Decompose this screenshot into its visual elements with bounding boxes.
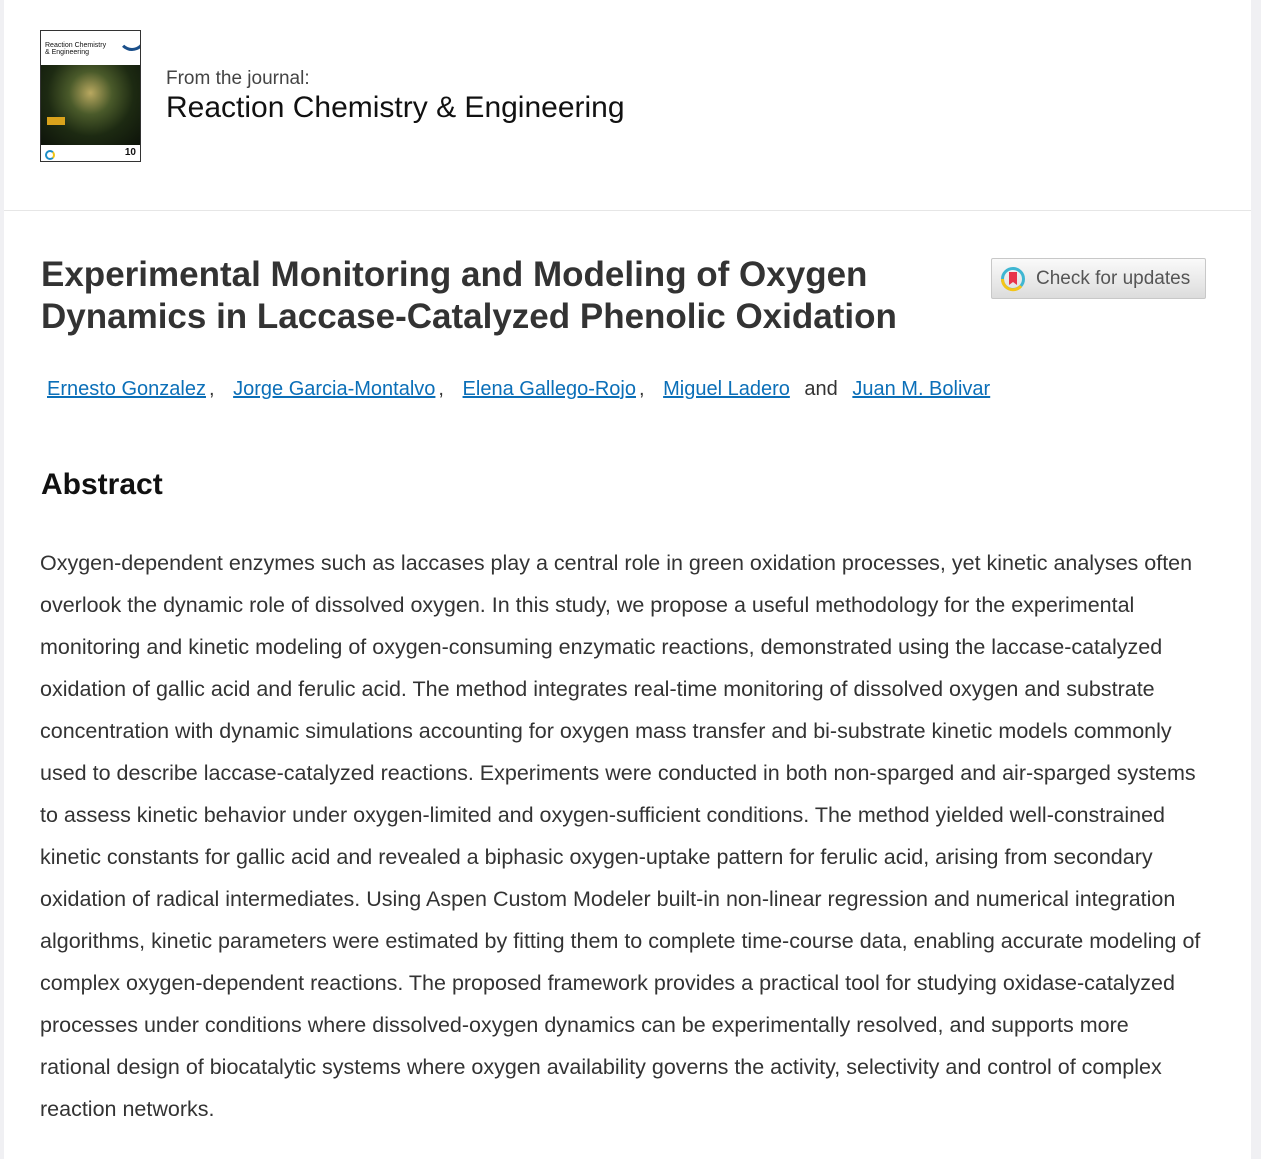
cover-title: Reaction Chemistry & Engineering xyxy=(45,42,107,56)
author-link[interactable]: Juan M. Bolivar xyxy=(852,378,991,400)
cover-artwork xyxy=(41,65,140,145)
rsc-logo-icon xyxy=(45,150,55,160)
author-link[interactable]: Elena Gallego-Rojo xyxy=(462,378,636,400)
crossmark-icon xyxy=(1000,266,1026,292)
author-link[interactable]: Ernesto Gonzalez xyxy=(47,378,206,400)
check-for-updates-button[interactable] xyxy=(991,258,1206,299)
journal-name[interactable]: Reaction Chemistry & Engineering xyxy=(166,91,625,124)
author-and: and xyxy=(804,378,838,400)
page xyxy=(4,0,1251,1159)
from-journal-label: From the journal: xyxy=(166,68,310,89)
check-for-updates-label: Check for updates xyxy=(1036,267,1191,289)
cover-badge: 10 xyxy=(124,147,136,158)
article-title: Experimental Monitoring and Modeling of Oxygen Dynamics in Laccase-Catalyzed Phenolic Oxidation xyxy=(41,255,897,336)
author-list: Ernesto Gonzalez , Jorge Garcia-Montalvo , Elena Gallego-Rojo , Miguel Ladero and Juan M. Bolivar xyxy=(47,378,991,400)
journal-header xyxy=(4,0,1251,211)
author-link[interactable]: Miguel Ladero xyxy=(663,378,790,400)
abstract-heading: Abstract xyxy=(41,468,163,501)
cover-ring-graphic xyxy=(118,30,141,51)
abstract-text: Oxygen-dependent enzymes such as laccases play a central role in green oxidation processes, yet kinetic analyses often overlook the dynamic role of dissolved oxygen. In this study, we propose a useful methodology for the experimental monitoring and kinetic modeling of oxygen-consuming enzymatic reactions, demonstrated using the laccase-catalyzed oxidation of gallic acid and ferulic acid. The method integrates real-time monitoring of dissolved oxygen and substrate concentration with dynamic simulations accounting for oxygen mass transfer and bi-substrate kinetic models commonly used to describe laccase-catalyzed reactions. Experiments were conducted in both non-sparged and air-sparged systems to assess kinetic behavior under oxygen-limited and oxygen-sufficient conditions. The method yielded well-constrained kinetic constants for gallic acid and revealed a biphasic oxygen-uptake pattern for ferulic acid, arising from secondary oxidation of radical intermediates. Using Aspen Custom Modeler built-in non-linear regression and numerical integration algorithms, kinetic parameters were estimated by fitting them to complete time-course data, enabling accurate modeling of complex oxygen-dependent reactions. The proposed framework provides a practical tool for studying oxidase-catalyzed processes under conditions where dissolved-oxygen dynamics can be experimentally resolved, and supports more rational design of biocatalytic systems where oxygen availability governs the activity, selectivity and control of complex reaction networks. xyxy=(40,551,1201,1121)
author-link[interactable]: Jorge Garcia-Montalvo xyxy=(233,378,436,400)
journal-cover-image[interactable] xyxy=(40,30,141,162)
